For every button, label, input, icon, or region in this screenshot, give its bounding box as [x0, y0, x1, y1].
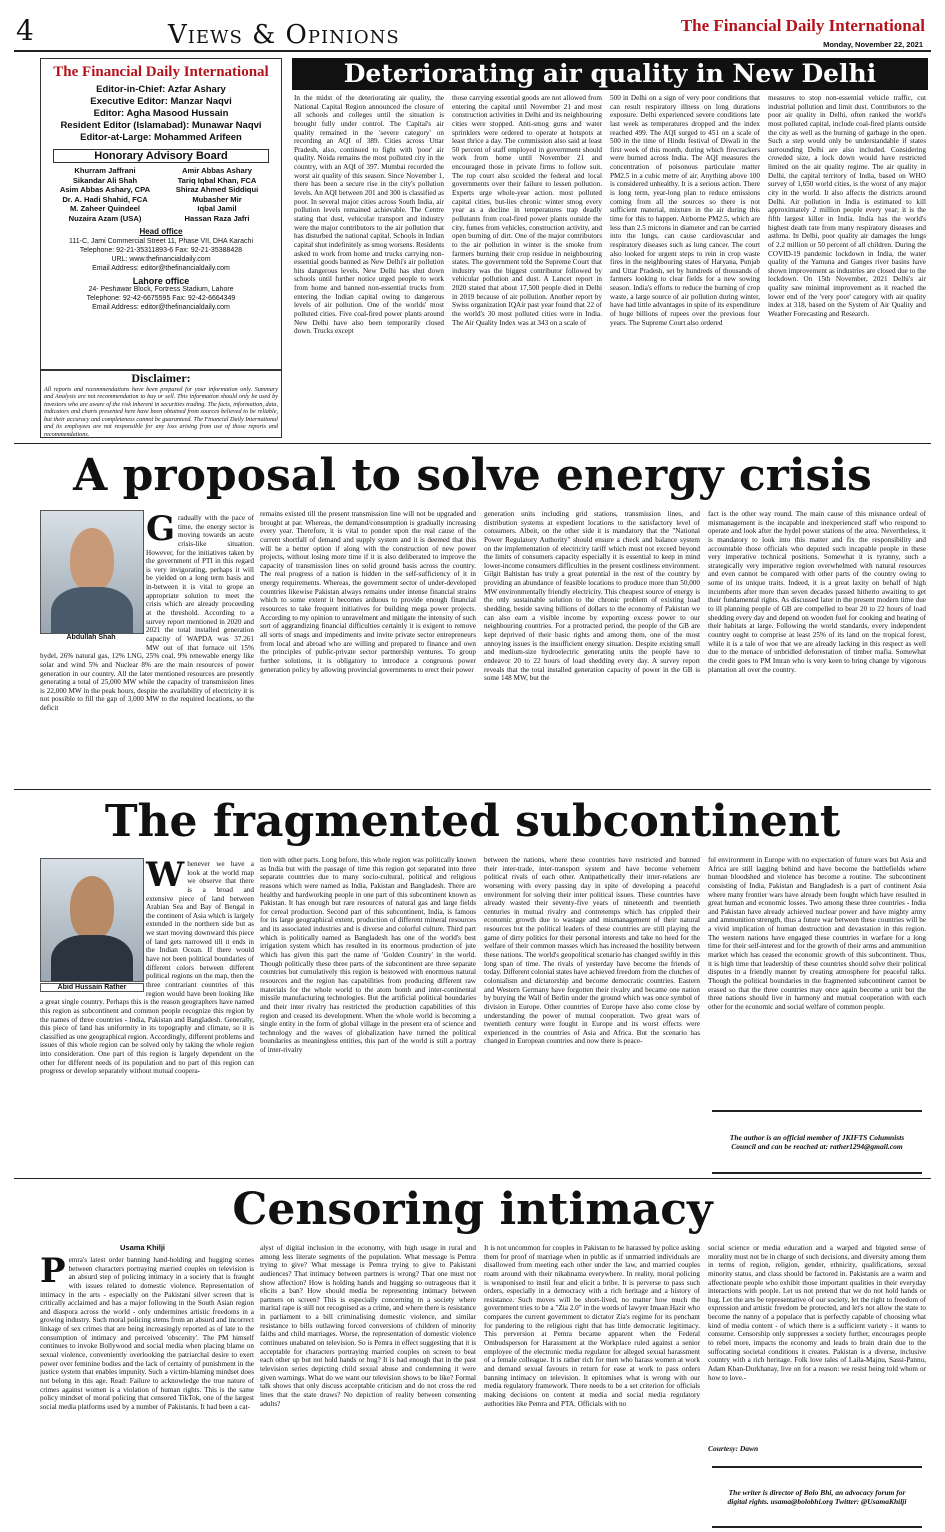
- board-member: Hassan Raza Jafri: [184, 213, 250, 223]
- photo-spacer: [40, 860, 146, 998]
- article1-text-3: 500 in Delhi on a sign of very poor conditions that can result respiratory illness on long durations exposure. Delhi experienced severe conditions late last week as temperatures dropped and the index reached 499. The AQI surged to 451 on a scale of 500 in the time of Hindu festival of Diwali in the first week of this month, during which firecrackers were burned across India. The AQI measures the concentration of poisonous particulate matter PM2.5 in a cubic metre of air. Anything above 100 is considered unhealthy. It is a serious action. There is long term, year-long plan to reduce emissions coming from all the sources so there is not sufficient material, mixture in the air during this time for this to happen. Airborne PM2.5, which are less than 2.5 microns in diameter and can be carried into the lungs, can cause cardiovascular and respiratory diseases such as lung cancer. The court also looked for urgent steps to rein in crop waste fires in the neighbouring states of Haryana, Punjab and Uttar Pradesh, set by hundreds of thousands of farmers looking to clear fields for a new sowing season. India's efforts to reduce the burning of crop waste, a large source of air pollution during winter, have had little advantages in spite of its expenditure of huge billions of rupees over the previous four years. The Supreme Court also ordered: [610, 94, 760, 327]
- section-rule-2: [14, 789, 931, 790]
- advisory-board: [41, 163, 281, 223]
- article1-column-2: [452, 94, 602, 439]
- article4-author-note: [712, 1466, 922, 1528]
- article4-text-3: It is not uncommon for couples in Pakistan to be harassed by police asking them for proof of marriage when in public as if unmarried individuals are disallowed from meeting each other under the law, and married couples roam around with their nikahnama everywhere. In reality, moral policing is weaponised to instil fear and elicit a bribe. It is perverse to pass such orders, especially in a democracy with a rich heritage and a history of resistance. Such moves will be short-lived, no matter how much the government tries to be a "Zia 2.0" in the words of lawyer Imaan Hazir who compares the current government to dictator Zia's regime for its penchant for pandering to the religious right that has little democratic legitimacy. This perversion at Pemra became apparent when the Federal Ombudsperson for Harassment at the Workplace ruled against a senior employee of the electronic media regulator for alleged sexual harassment of a female colleague. It is rather rich for men who harass women at work and demand sexual favours in return for ease at work to pass orders banning intimacy on television. It epitomises what is wrong with our media regulatory framework. There needs to be a set criterion for officials making decisions on content at media and social media regulatory authorities like Pemra and PTA. Officials with no: [484, 1244, 700, 1408]
- board-member: Iqbal Jamil: [197, 204, 237, 214]
- article1-text-4: measures to stop non-essential vehicle traffic, cut industrial pollution and limit dust. Contributors to the poor air quality in Delhi, often ranked the world's most polluted capital, include coal-fired plants outside the city as well as the burning of garbage in the open. Such a step would only be understandable if states surrounding Delhi are also included. Considering crowded size, a lock down would have restricted limited on the air quality regime. The air quality in Delhi, the capital territory of India, based on WHO survey of 1,650 world cities, is the worst of any major city in the world. It also affects the districts around Delhi. Air pollution in India is estimated to kill approximately 2 million people every year; it is the fifth largest killer in India. India has the world's highest death rate from many respiratory diseases and asthma. In Delhi, poor quality air damages the lungs of 2.2 million or 50 percent of all children. During the COVID-19 pandemic lockdown in India, the water quality of the Yamuna and Ganges river basins have shown improvement as industries are closed due to the lockdown. On 15th November, 2021 Delhi's air quality saw minimal improvement as it reached the lower end of the 'very poor' category with air quality index at 318, based on the System of Air Quality and Weather Forecasting and Research.: [768, 94, 926, 319]
- article1-column-3: [610, 94, 760, 439]
- article4-text-4: social science or media education and a warped and bigoted sense of morality must not be in charge of such decisions, and diversity among them in terms of region, religion, gender, ethnicity, qualifications, sexual minority status, and class should be factored in. Pakistanis are a warm and affectionate people who exhibit those important qualities in their everyday interactions with people. Let us not pretend that we do not hold hands or hug. Let the arts be representative of our society, let the right to freedom of expression and artistic freedom be protected, and let's not allow the state to become the nanny of a populace that is perfectly capable of choosing what kind of media content - of which there is a sufficient variety - it wants to consume. Censorship only suppresses a society further, encourages people to rebel more, impacts the economy and leads to brain drain due to the suffocating societal conditions it creates. Pakistan is a diverse, inclusive country with a rich heritage. Folk love tales of Laila-Majnu, Sassi-Pannu, Adam Khan-Durkhanay, live on for a reason: we resist being told whom or how to love.-: [708, 1244, 926, 1382]
- article4-courtesy: Courtesy: Dawn: [708, 1444, 759, 1453]
- article2-dropcap: G: [146, 514, 176, 549]
- board-left-column: [49, 166, 161, 223]
- header-date: Monday, November 22, 2021: [823, 40, 923, 49]
- photo-spacer: [40, 514, 146, 648]
- author-caption: Abid Hussain Rather: [40, 983, 144, 992]
- page-number: 4: [16, 14, 34, 47]
- article4-column-1: [40, 1256, 254, 1526]
- author-note-text: The author is an official member of JKIFTS Columnists Council and can be reached at: rather1294@gmail.com: [729, 1133, 905, 1151]
- board-member: M. Zaheer Quindeel: [69, 204, 141, 214]
- masthead-box: [40, 58, 282, 370]
- article4-byline: Usama Khilji: [120, 1243, 166, 1252]
- article2-column-2: [260, 510, 476, 784]
- address-line: Email Address: editor@thefinancialdaily.com: [92, 303, 230, 311]
- article1-column-1: [294, 94, 444, 439]
- head-office-title: Head office: [139, 227, 183, 237]
- editor-line: Editor-at-Large: Mohammed Arifeen: [80, 131, 242, 143]
- editor-list: [41, 84, 281, 143]
- disclaimer-text: All reports and recommendations have been prepared for your information only. Summary and Analysis are not recommendation to buy or sell. This information should only be used by investors who are aware of the risk inherent in securities trading. The facts, information, data, indicators and charts presented here have been obtained from sources believed to be reliable, but their accuracy and completeness cannot be guaranteed. The Financial Daily International and its employees are not responsible for any loss arising from use of those reports and recommendations.: [44, 386, 278, 438]
- editor-line: Editor: Agha Masood Hussain: [93, 107, 229, 119]
- article3-column-3: [484, 856, 700, 1172]
- article3-column-2: [260, 856, 476, 1172]
- section-rule-3: [14, 1178, 931, 1179]
- section-title: Views & Opinions: [168, 20, 400, 50]
- author-caption: Abdullah Shah: [66, 634, 116, 641]
- lahore-office-title: Lahore office: [132, 276, 190, 287]
- article3-text-3: between the nations, where these countries have restricted and banned their inter-trade, inter-transport system and have become vehement political rivals of each other. Antipathetically their inter-relations are worsening with every passing day in spite of developing a peaceful environment for solving their inter political issues. These countries have already wasted their seventy-five years of nineteenth and twentieth centuries in mutual rivalry and contretemps which has crippled their economic growth due to wastage and mismanagement of their natural resources but the political leaders of these countries are still playing the game of dirty politics for their personal interests and take no heed for the welfare of their common masses which has increased the hostility between these nations. The world's geopolitical scenario has changed swiftly in this long span of time. The rivals of yesterday have become the friends of today. Different colonial states have achieved freedom from the clutches of colonialism and dictatorship and become democratic countries. Eastern and Western Germany have forgotten their rivalry and became one nation by burying the Wall of Berlin under the ground which was once symbol of division in Europe. Other countries of Europe have also come close by understanding the power of mutual cooperation. Two great wars of twentieth century were fought in Europe and its worst effects were experienced in the countries of Asia and Africa. But the scenario has changed in European countries and now there is peace-: [484, 856, 700, 1046]
- article4-column-2: [260, 1244, 476, 1526]
- board-member: Amir Abbas Ashary: [182, 166, 252, 176]
- board-member: Nuzaira Azam (USA): [68, 213, 142, 223]
- board-member: Mubasher Mir: [192, 194, 242, 204]
- article3-text-4: ful environment in Europe with no expectation of future wars but Asia and Africa are still lagging behind and have become the battlefields where human bloodshed and violence has become a routine. The subcontinent consisting of India, Pakistan and Bangladesh is a part of continent Asia where many frontier wars have already been fought which have resulted in great human and economic losses. Two among these three countries - India and Pakistan have already achieved nuclear power and have mighty army and ammunition strength, thus a future war between these countries will be a vivid implication of human destruction and devastation in this region. The western nations have engaged these countries in warfare for a long time for their self-interest and for the growth of their arms and ammunition market which has ceased the economic growth of this subcontinent. Thus, it is high time that leadership of these countries should solve their political disputes in a friendly manner by creating atmosphere for peaceful talks. Though the political boundaries in the fragmented subcontinent cannot be erased so that the three countries may once again become a unit but the three nations should live in harmony and mutual cooperation with each other for the economic and social welfare of common people.: [708, 856, 926, 1011]
- article3-dropcap: W: [146, 860, 185, 895]
- article3-headline: The fragmented subcontinent: [104, 796, 841, 847]
- board-member: Dr. A. Hadi Shahid, FCA: [62, 194, 148, 204]
- article1-text-1: In the midst of the deteriorating air quality, the National Capital Region announced the closure of all schools and colleges until the situation is brought fully under control. The Capital's air quality remained in the 'severe category' on recording an AQI of 389. Cities across Uttar Pradesh, also, continued to fight with 'poor' air quality. Noida remains the most polluted city in the country, with an AQI of 397. Mumbai recorded the worst air quality of this season. Since November 1, there has been a secure rise in the city's pollution levels. An AQI between 201 and 300 is classified as poor. In several major cities across South India, air pollution levels remained achievable. The Centre stating that dust, vehicular transport and industry were the major contributors to the air pollution that has disturbed the national capital. Schools in Indian capital shut indefinitely as smog worsens. Residents asked to work from home and trucks carrying non-essential goods banned as New Delhi's air pollution hits dangerous levels. New Delhi has shut down schools until further notice urged people to work from home and banned non-essential trucks from entering the Indian capital owing to dangerous levels of air pollution. One of the worlds' most polluted cities. Five coal-fired power plants around New Delhi have also been temporarily closed down. Trucks except: [294, 94, 444, 336]
- disclaimer-title: Disclaimer:: [131, 371, 191, 385]
- article2-text-1: radually with the pace of time, the energy sector is moving towards an acute crisis-like situation. However, for the initiatives taken by the government of PTI in this regard is very invigorating, perhaps it will be yielded on a long term basis and in-between it is vital to grope an appropriate solution to meet the crisis which are already proceeding at the threshold. According to a survey report mentioned in 2020 and 2021 the total installed generation capacity of WAPDA was 37.261 MW out of that furnace oil 15% hydel, 26% natural gas, 12% LNG, 25% coal, 9% renewable energy like solar and wind 5% and Nuclear 8% are the main resources of power generation in our country. All the later mentioned resources are presently generating a total of 25,000 MW while the capacity of transmission lines is 22,000 MW in the peak hours, despite the availability of electricity it is not possible to fill the gap of 3,000 MW to the required locations, so the deficit: [40, 514, 254, 713]
- board-member: Tariq Iqbal Khan, FCA: [177, 175, 257, 185]
- board-member: Asim Abbas Ashary, CPA: [59, 185, 151, 195]
- lahore-office-address: [41, 286, 281, 312]
- advisory-board-title: Honorary Advisory Board: [53, 149, 269, 163]
- head-office-address: [41, 238, 281, 273]
- article3-text-1: henever we have a look at the world map we observe that there is a broad and extensive piece of land between Arabian Sea and Bay of Bengal in the continent of Asia which is largely extended in the northern side but as we start moving downward this piece of land gets narrowed till it ends in the Indian Ocean. If there would have not been political boundaries of different colors between different political regions on the map, then the three contrariant countries of this region would have been looking like a great single country. Perhaps this is the reason geographers have named this region as subcontinent and common people recognize this region by the names of three countries - India, Pakistan and Bangladesh. Generally, this piece of land has uniformity in its topography and climate, so it is classified as one geographical region. Accordingly, different problems and issues of this whole region can be solved only by taking the whole region into consideration. One part of this region is largely dependent on the other for different needs of its population and no part of this region can progress or develop separately without mutual coopera-: [40, 860, 254, 1076]
- address-line: URL: www.thefinancialdaily.com: [111, 255, 211, 263]
- address-line: Telephone: 92-21-35311893-6 Fax: 92-21-35388428: [79, 247, 243, 255]
- article3-column-4: [708, 856, 926, 1104]
- article4-text-2: alyst of digital inclusion in the economy, with high usage in rural and among less literate segments of the population. What message is Pemra trying to give? What message is Pemra trying to give to Pakistani audiences? That intimacy between partners is wrong? That one must not show affection? How is holding hands and hugging so outrageous that it elicits a ban? How should media be representing intimacy between partners on screen? This is especially concerning in a society where marital rape is still not recognised as a crime, and where there is resistance in parliament to a bill criminalising domestic violence, and similar resistance to bills outlawing forced conversions of children of minority faiths and child marriages. Worse, the representation of domestic violence continues unabated on television. So is Pemra in effect suggesting that it is acceptable for characters portraying married couples on screen to beat each other up but not hold hands or hug? It is bad enough that in the past television series depicting child sexual abuse and condemning it were given warnings. What do we want our television shows to be like? Formal talk shows that only discuss acceptable criticism and do not cross the red lines that the state draws? No depiction of reality between consenting adults?: [260, 1244, 476, 1408]
- board-member: Shiraz Ahmed Siddiqui: [175, 185, 259, 195]
- article1-text-2: those carrying essential goods are not allowed from entering the capital until November 21 and most construction activities in Delhi and its neighbouring cities were stopped. Anti-smog guns and water sprinklers were ordered to operate at hotspots at least thrice a day. The commission also said at least 50 percent of staff employed in government should work from home until November 21 and encouraged those in private firms to follow suit. The top court also scolded the federal and local governments over their failure to lessen pollution. Experts urge whole-year action. most polluted capital cities, but-lies chronic winter smog every year as a decline in temperatures trap deadly pollutants from coal-fired power plants outside the city, fumes from vehicles, construction activity, and open burning of dirt. One of the major contributors to the air pollution in winter is the smoke from farmers burning their crop residue in neighbouring states. The government told the Supreme Court that industry was the biggest contributor followed by vehicular pollution and dust. A Lancet report in 2020 stated that about 17,500 people died in Delhi in 2019 because of air pollution. Another report by Swiss organization IQAir past year found that 22 of the world's 30 most polluted cities were in India. The Air Quality Index was at 343 on a scale of: [452, 94, 602, 327]
- disclaimer-box: [40, 370, 282, 438]
- article3-author-note: [712, 1110, 922, 1174]
- article3-column-1: [40, 860, 254, 1172]
- article4-column-3: [484, 1244, 700, 1526]
- article4-column-4: [708, 1244, 926, 1444]
- article2-column-1: [40, 514, 254, 784]
- address-line: 111-C, Jami Commercial Street 11, Phase VII, DHA Karachi: [68, 238, 253, 246]
- board-member: Khurram Jaffrani: [74, 166, 136, 176]
- editor-line: Resident Editor (Islamabad): Munawar Naqvi: [60, 119, 262, 131]
- header-rule: [14, 50, 931, 52]
- article4-headline: Censoring intimacy: [232, 1184, 713, 1235]
- board-right-column: [161, 166, 273, 223]
- article4-dropcap: P: [40, 1256, 66, 1291]
- article1-column-4: [768, 94, 926, 439]
- address-line: Telephone: 92-42-6675595 Fax: 92-42-6664349: [86, 295, 236, 303]
- article2-text-2: remains existed till the present transmission line will not be upgraded and brought at par. Whereas, the demand/consumption is gradually increasing every year. Therefore, it is vital to ponder upon the real cause of the current shortfall of demand and supply system and it is deemed that this will be a better option if along with the construction of new power projects, without losing more time if it is also deliberated to improve the capacity of transmission lines on solid ground basis across the country. The real progress of a nation is hidden in the self-sufficiency of it in energy requirements. Whereas, the government sector of under-developed countries likewise Pakistan always remains under intense financial strains which to some extent it becomes arduous to provide enough financial resources to take frequent initiatives for building mega power projects. According to my opinion to unravelment and mitigate the intensity of such sort of aggrandizing financial difficulties certainly it is exigent to remove all sorts of snags and impediments and invite private sector entrepreneurs from local and abroad who are willing and prepared to finance and own the principles of public-private sector partnership ventures. To group further solutions, it is obligatory to introduce a congruous power generation policy by allowing provincial governments to erect their power: [260, 510, 476, 674]
- article2-column-4: [708, 510, 926, 784]
- address-line: Email Address: editor@thefinancialdaily.com: [92, 264, 230, 272]
- article2-text-3: generation units including grid stations, transmission lines, and distribution systems at expedient locations to the satisfactory level of consumers. Albeit, on the other side it is mandatory that the "National Power Regulatory Authority" should ensure a check and balance system on the implementation of electricity tariff which must not exceed beyond the limits of consumers capacity especially it is essential to keep in mind lower-income consumers difficulties in the present costliness environment. Gilgit Baltistan has truly a great potential in the rest of the country by providing an abundance of feasible locations to produce more than 50,000 MW environmentally friendly electricity. This cheapest source of energy is the only sustainable solution to the chronic problem of existing load shedding, beside saving billions of dollars to the economy of Pakistan we can also earn a visible income by exporting excess power to our neighbouring countries. For a protracted period, the people of the GB are kept deprived of their basic rights and among them, one of the most annoying issues is the insufficient energy situation. Despite existing small and medium-size hydroelectric generating units the people have to endeavor 20 to 22 hours of load shedding every day. A survey report reveals that the total installed generation capacity of power in the GB is some 148 MW, but the: [484, 510, 700, 683]
- article4-text-1: emra's latest order banning hand-holding and hugging scenes between characters portraying married couples on television is an absurd step of policing intimacy in a society that is fraught with issues related to domestic violence. Representation of intimacy in the arts - especially on the Pakistani silver screen that is critically acclaimed and has a major following in the South Asian region and diaspora across the world - only undermines artistic freedoms in a growing industry. Such moral policing stems from an absurd and incorrect linkage of sex crimes that are being increasingly reported as of late to the consumption of intimacy and perceived 'obscenity'. The PM himself continues to invoke Bollywood and social media when placing blame on sexual violence, conveniently overlooking the patriarchal desire to exert power over feminine bodies and the lack of certainty of punishment in the justice system that enables impunity. Such a victim-blaming mindset does not belong in this age. Read: Failure to acknowledge the true nature of crimes against women is a violation of human rights. This is the same policy mindset of moral policing that censored TikTok, one of the largest social media platforms used by a number of Pakistanis. It had been a cat-: [40, 1256, 254, 1411]
- address-line: 24- Peshawar Block, Fortress Stadium, Lahore: [88, 286, 234, 294]
- author-note-text: The writer is director of Bolo Bhi, an advocacy forum for digital rights. usama@bolobhi.org Twitter: @UsamaKhilji: [727, 1488, 907, 1506]
- masthead-paper-name: The Financial Daily International: [53, 64, 269, 80]
- article2-headline: A proposal to solve energy crisis: [73, 450, 872, 501]
- editor-line: Editor-in-Chief: Azfar Ashary: [96, 84, 226, 95]
- section-rule-1: [14, 443, 931, 444]
- article2-text-4: fact is the other way round. The main cause of this misnance ordeal of mismanagement is the incapable and inexperienced staff who respond to operate and look after the hydel power stations of the area. Nevertheless, it is mandatory to look into this matter and fix the responsibility and accountable those officials who deputed such incapable people in these very imperative technical positions. Somewhat it is tyranny, such a strategically very imperative region overwhelmed with natural resources and even cannot be compared with other parts of the country owing to some of its unique traits. Indeed, it is a great laxity on behalf of high incumbents after more than seven decades passed hitherto awaiting to get their fundamental rights. As discussed later in the present modern time due to ill planning people of GB are compelled to bear 20 to 22 hours of load shedding every day and depend on wooden fuel for cooking and heating of their habitats at large. Following the world standards, every independent country ought to comprise at least 25% of its land on the tropical forest, while it is a tale of woe that we are already lacking in this respect as well due to the menace of unbridled deforestation of timber mafia. Somewhat the credit goes to PM Imran who is very keen to bring change by vigorous plantation all over the country.: [708, 510, 926, 674]
- board-member: Sikandar Ali Shah: [72, 175, 138, 185]
- article1-headline: Deteriorating air quality in New Delhi: [343, 59, 877, 88]
- editor-line: Executive Editor: Manzar Naqvi: [90, 95, 232, 107]
- header-paper-name: The Financial Daily International: [680, 16, 925, 35]
- article2-column-3: [484, 510, 700, 784]
- article3-text-2: tion with other parts. Long before, this whole region was politically known as India but with the passage of time this region got separated into three separate countries due to many socio-cultural, political and religious reasons which were named as India, Pakistan and Bangladesh. There are healthy and hardworking people in one part of this subcontinent known as Pakistan. It has enough but rare resources of natural gas and large fields for cereal production. Second part of this subcontinent, India, is famous for its large geographical extent, production of different mineral resources and its associated industries and is diverse and colorful culture. Third part which is politically named as Bangladesh has one of the world's best irrigation system which has resulted in its enormous production of jute which has given this part the name of 'Golden Country' in the world. Though politically these three parts of the subcontinent are three separate countries but cumulatively this region is bestowed with enormous natural resources and the region has capabilities from producing different raw materials for the whole world to the atom bomb and inter-continental missile manufacturing technologies. But the artificial political boundaries and their inter rivalry has restricted the production capabilities of this region and ceased its development. When the whole world is becoming a single entity in the form of global village in the present era of science and technology and the waves of globalization have turned the political boundaries as meaningless entities, this part of the world is still a portray of inter-rivalry: [260, 856, 476, 1055]
